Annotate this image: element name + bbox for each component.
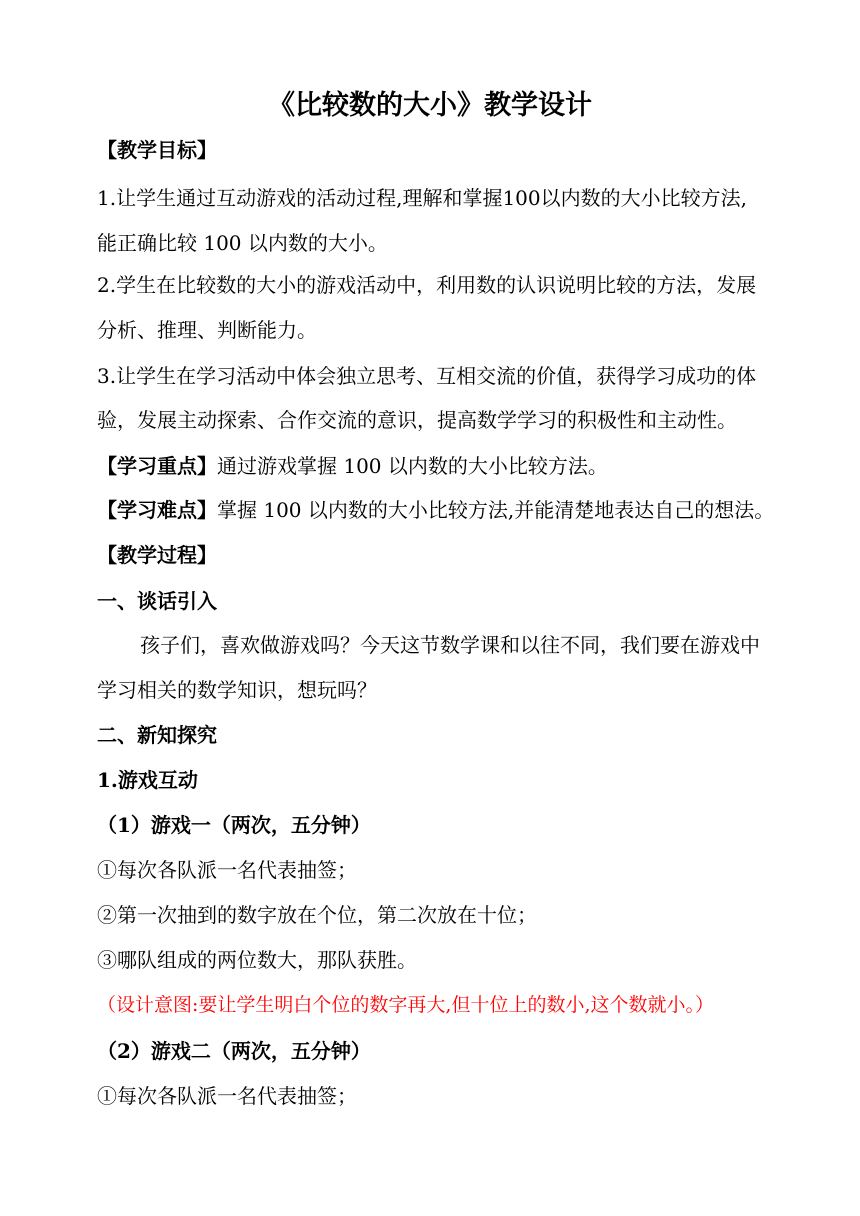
goal-1-line-1: 1.让学生通过互动游戏的活动过程,理解和掌握100以内数的大小比较方法, — [97, 186, 747, 210]
goal-3-line-1: 3.让学生在学习活动中体会独立思考、互相交流的价值，获得学习成功的体 — [97, 364, 757, 388]
section-heading-process: 【教学过程】 — [97, 543, 217, 567]
part-2-heading: 二、新知探究 — [97, 723, 217, 747]
difficulty-point — [97, 495, 777, 525]
goal-1-line-2: 能正确比较 100 以内数的大小。 — [97, 231, 388, 255]
goal-3-line-2: 验，发展主动探索、合作交流的意识，提高数学学习的积极性和主动性。 — [97, 408, 737, 432]
key-point-text: 通过游戏掌握 100 以内数的大小比较方法。 — [217, 454, 608, 478]
goal-2-line-2: 分析、推理、判断能力。 — [97, 318, 317, 342]
sub-1-heading: 1.游戏互动 — [97, 768, 198, 792]
part-1-line-1: 孩子们，喜欢做游戏吗？今天这节数学课和以往不同，我们要在游戏中 — [140, 633, 760, 657]
part-1-heading: 一、谈话引入 — [97, 589, 217, 613]
goal-2-line-1: 2.学生在比较数的大小的游戏活动中，利用数的认识说明比较的方法，发展 — [97, 273, 757, 297]
game-1-step-2: ②第一次抽到的数字放在个位，第二次放在十位； — [97, 903, 537, 927]
design-note: （设计意图:要让学生明白个位的数字再大,但十位上的数小,这个数就小。） — [97, 994, 714, 1016]
key-point — [97, 451, 777, 481]
game-1-heading: （1）游戏一（两次，五分钟） — [97, 813, 371, 837]
game-2-step-1: ①每次各队派一名代表抽签； — [97, 1084, 357, 1108]
section-heading-goals: 【教学目标】 — [97, 138, 217, 162]
game-2-heading: （2）游戏二（两次，五分钟） — [97, 1039, 371, 1063]
key-point-label: 【学习重点】 — [97, 454, 217, 478]
document-title: 《比较数的大小》教学设计 — [268, 90, 592, 121]
difficulty-label: 【学习难点】 — [97, 498, 217, 522]
game-1-step-3: ③哪队组成的两位数大，那队获胜。 — [97, 948, 417, 972]
game-1-step-1: ①每次各队派一名代表抽签； — [97, 858, 357, 882]
part-1-line-2: 学习相关的数学知识，想玩吗？ — [97, 678, 377, 702]
difficulty-text: 掌握 100 以内数的大小比较方法,并能清楚地表达自己的想法。 — [217, 498, 775, 522]
